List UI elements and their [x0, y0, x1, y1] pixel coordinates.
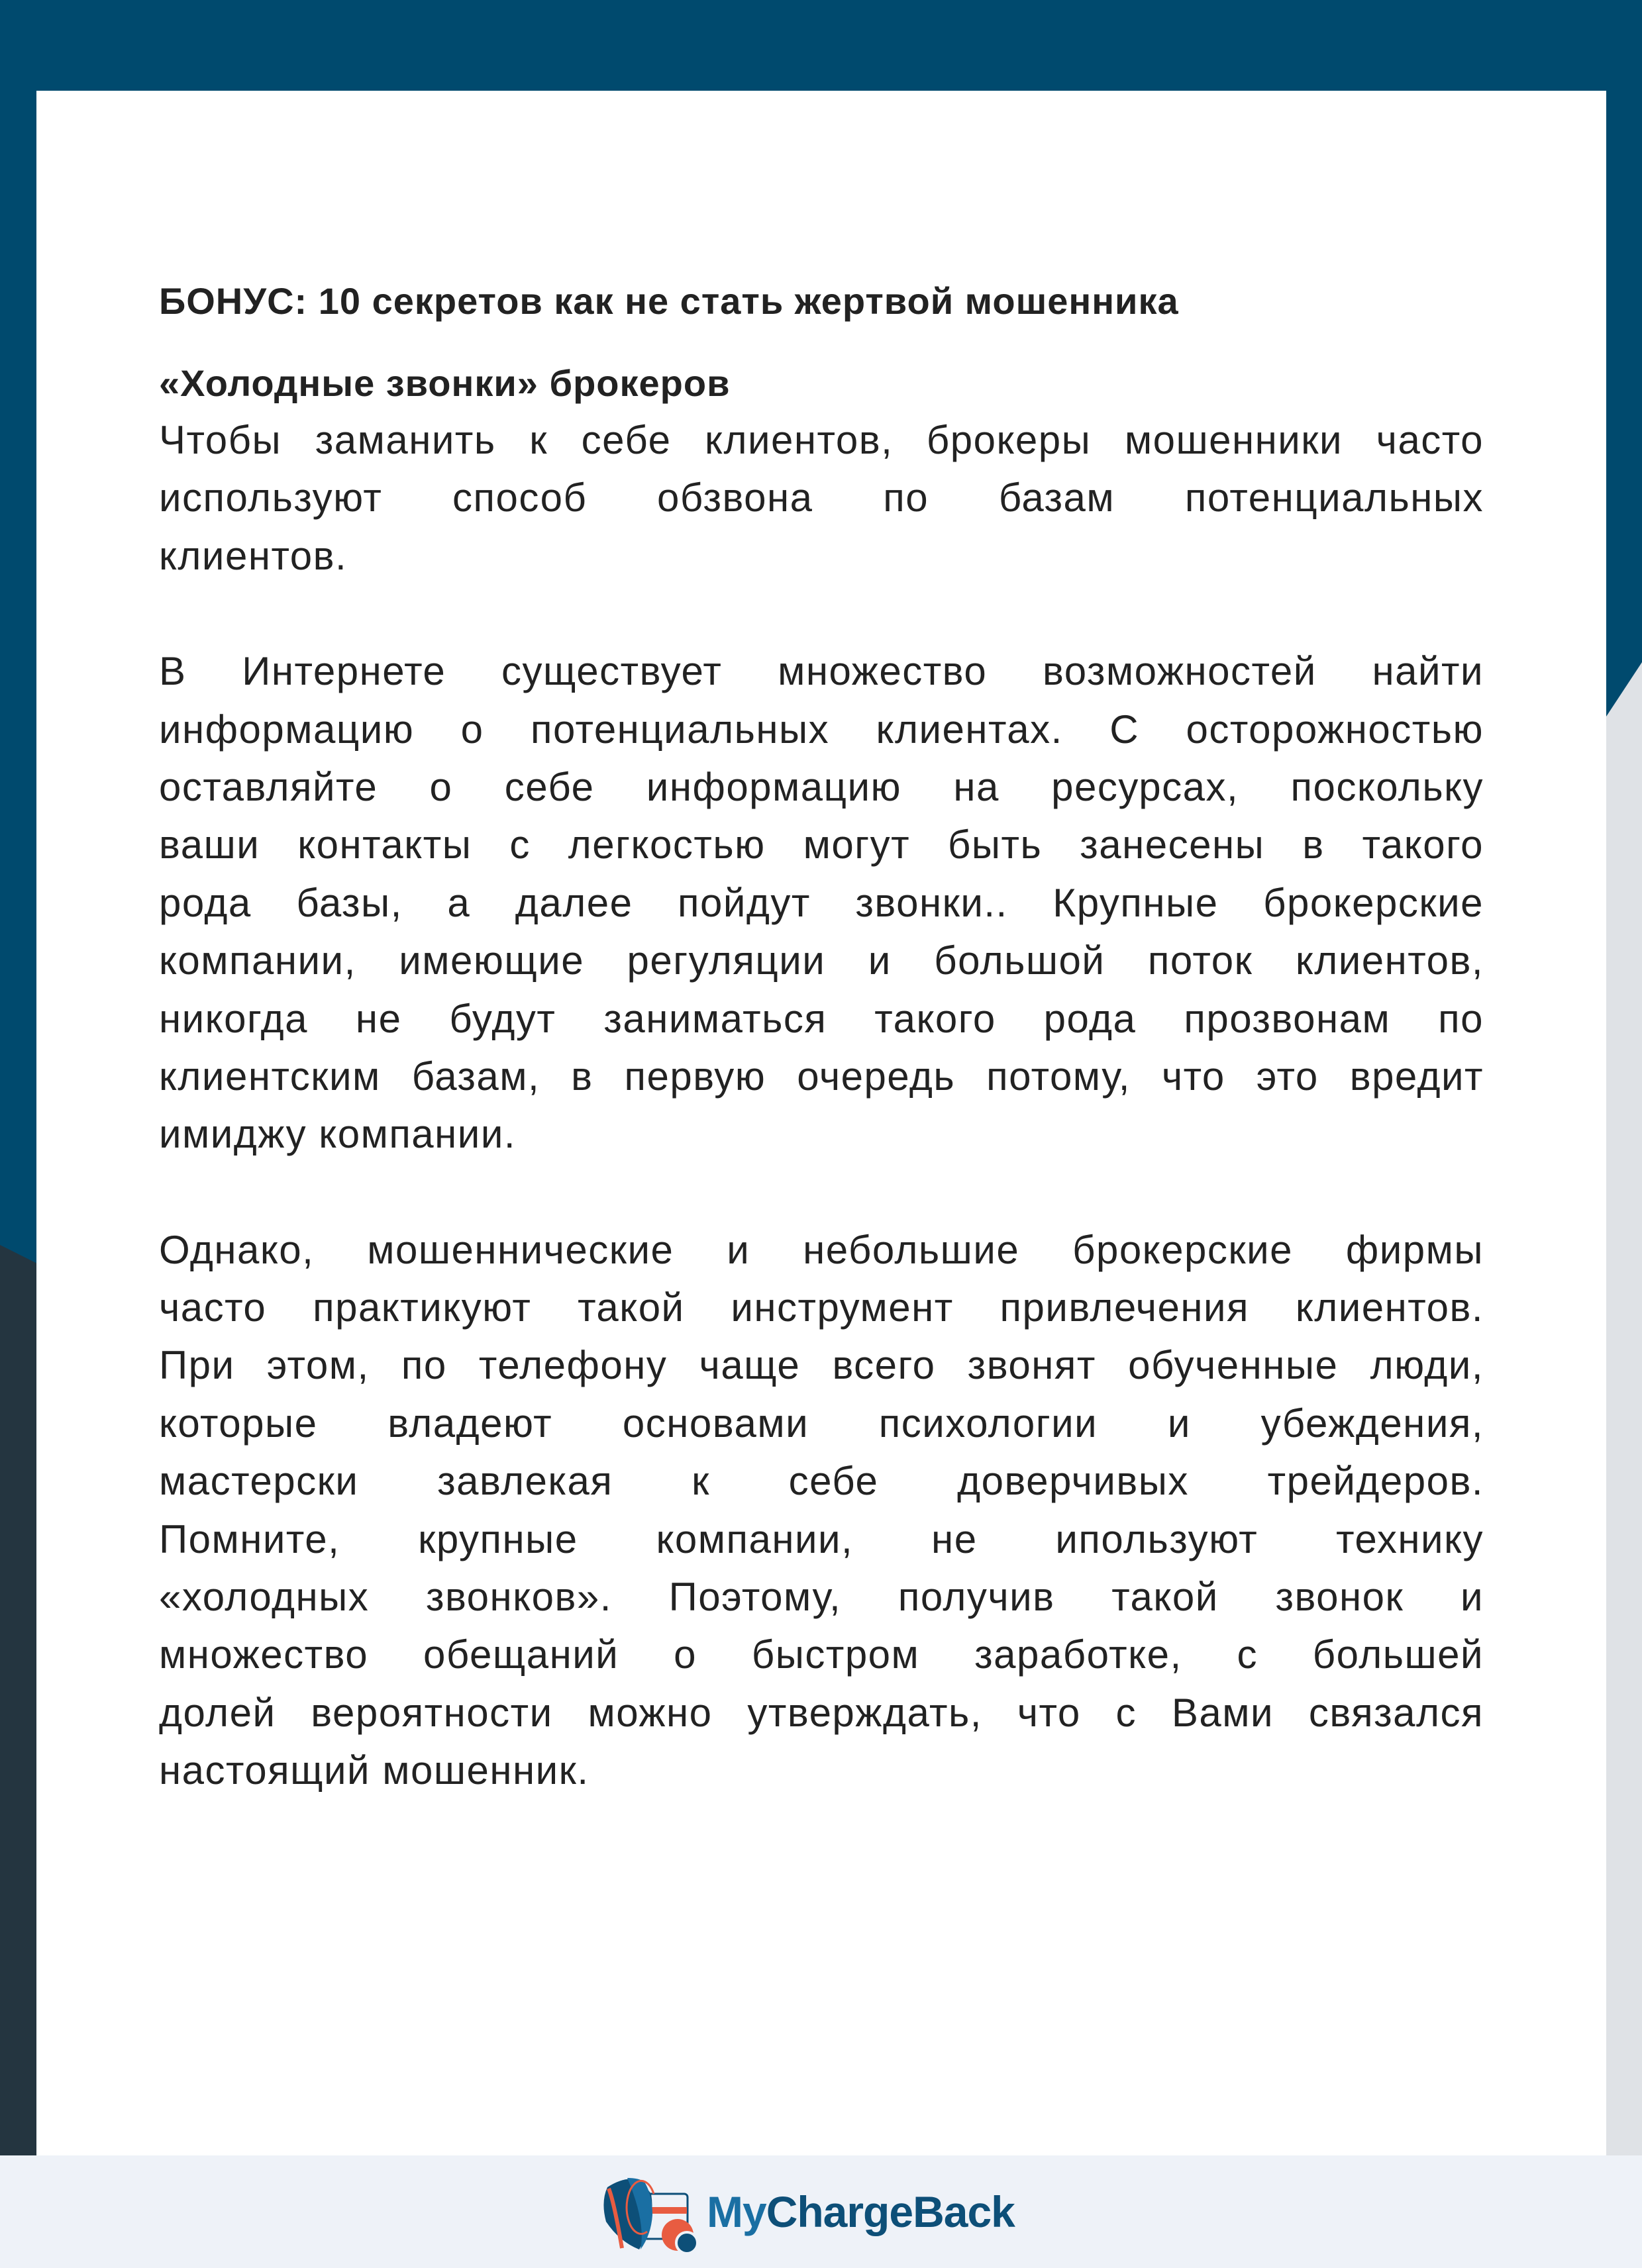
text-line: рода базы, а далее пойдут звонки.. Крупные брокерские — [159, 880, 1484, 925]
text-line: множество обещаний о быстром заработке, с большей — [159, 1632, 1484, 1677]
text-line: Помните, крупные компании, не ипользуют технику — [159, 1516, 1484, 1561]
text-line: При этом, по телефону чаще всего звонят обученные люди, — [159, 1343, 1484, 1388]
text-line: ваши контакты с легкостью могут быть занесены в такого — [159, 822, 1484, 867]
logo-text: MyChargeBack — [707, 2187, 1015, 2236]
shield-card-icon — [599, 2169, 699, 2255]
text-line: имиджу компании. — [159, 1112, 517, 1157]
text-line: никогда не будут заниматься такого рода прозвонам по — [159, 996, 1484, 1041]
paragraph — [159, 642, 1484, 1163]
text-line: «холодных звонков». Поэтому, получив такой звонок и — [159, 1575, 1484, 1620]
text-line: мастерски завлекая к себе доверчивых трейдеров. — [159, 1459, 1484, 1504]
section-heading: «Холодные звонки» брокеров — [159, 362, 731, 404]
text-line: Однако, мошеннические и небольшие брокерские фирмы — [159, 1227, 1484, 1272]
text-line: компании, имеющие регуляции и большой поток клиентов, — [159, 938, 1484, 983]
text-line: клиентским базам, в первую очередь потому, что это вредит — [159, 1054, 1484, 1099]
text-line: Чтобы заманить к себе клиентов, брокеры мошенники часто — [159, 418, 1484, 462]
text-line: клиентов. — [159, 533, 348, 578]
document-title: БОНУС: 10 секретов как не стать жертвой мошенника — [159, 280, 1179, 322]
text-line: оставляйте о себе информацию на ресурсах, поскольку — [159, 764, 1484, 809]
paragraph — [159, 411, 1484, 585]
text-line: которые владеют основами психологии и убеждения, — [159, 1401, 1484, 1446]
text-line: информацию о потенциальных клиентах. С осторожностью — [159, 707, 1484, 752]
text-line: часто практикуют такой инструмент привлечения клиентов. — [159, 1285, 1484, 1330]
mychargeback-logo — [599, 2169, 1015, 2255]
text-line: долей вероятности можно утверждать, что с Вами связался — [159, 1690, 1484, 1735]
text-line: используют способ обзвона по базам потенциальных — [159, 475, 1484, 520]
text-line: В Интернете существует множество возможностей найти — [159, 649, 1484, 694]
paragraph — [159, 1221, 1484, 1800]
text-line: настоящий мошенник. — [159, 1748, 590, 1793]
document-content — [159, 268, 1484, 1857]
